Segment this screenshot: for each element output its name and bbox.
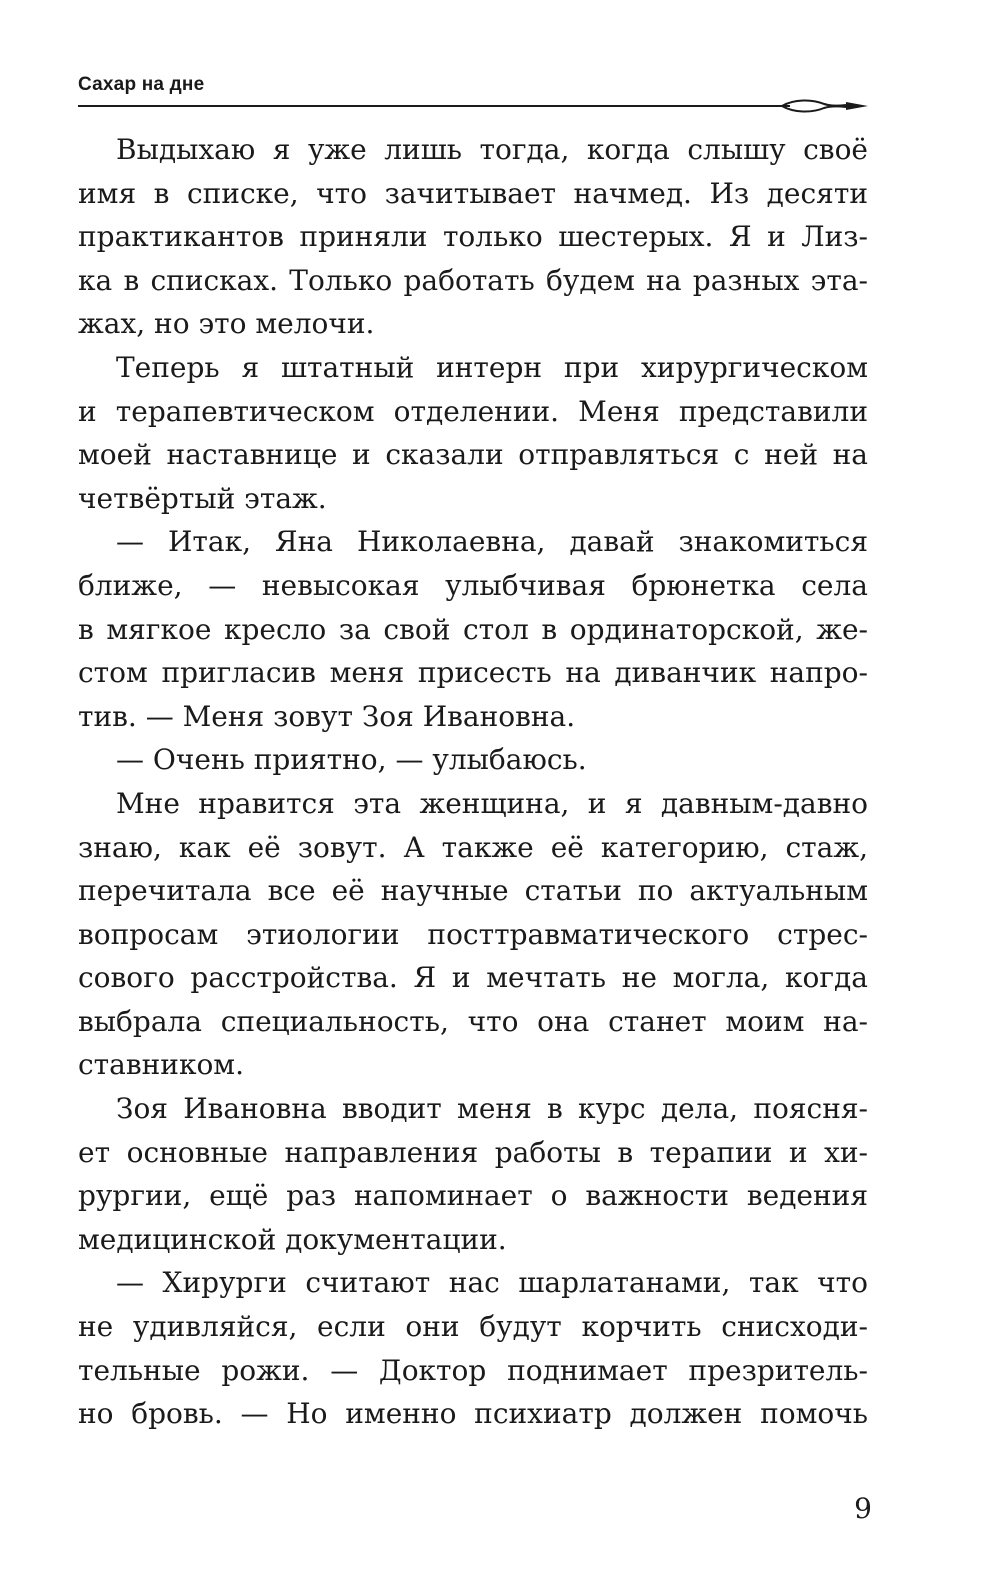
text-line: но бровь. — Но именно психиатр должен помочь: [78, 1397, 868, 1431]
text-line: рургии, ещё раз напоминает о важности ведения: [78, 1179, 868, 1213]
text-line: в мягкое кресло за свой стол в ординаторской, же-: [78, 612, 868, 646]
text-line: выбрала специальность, что она станет моим на-: [78, 1004, 868, 1038]
paragraph: [78, 520, 868, 738]
text-line: — Очень приятно, — улыбаюсь.: [116, 743, 587, 777]
paragraph: [78, 1087, 868, 1261]
text-line: четвёртый этаж.: [78, 481, 327, 515]
paragraph: [78, 782, 868, 1087]
text-line: Зоя Ивановна вводит меня в курс дела, поясня-: [116, 1092, 868, 1126]
text-line: ставником.: [78, 1048, 244, 1082]
text-line: — Итак, Яна Николаевна, давай знакомиться: [116, 525, 868, 559]
text-line: Мне нравится эта женщина, и я давным-давно: [116, 786, 868, 820]
text-line: ближе, — невысокая улыбчивая брюнетка села: [78, 568, 868, 602]
text-line: тив. — Меня зовут Зоя Ивановна.: [78, 699, 576, 733]
text-line: ет основные направления работы в терапии и хи-: [78, 1135, 868, 1169]
paragraph: [78, 738, 868, 782]
page-number: 9: [854, 1492, 872, 1525]
text-line: Теперь я штатный интерн при хирургическом: [116, 350, 868, 384]
text-line: и терапевтическом отделении. Меня представили: [78, 394, 868, 428]
body-text: [78, 128, 868, 1436]
text-line: знаю, как её зовут. А также её категорию, стаж,: [78, 830, 868, 864]
text-line: моей наставнице и сказали отправляться с ней на: [78, 438, 868, 472]
text-line: Выдыхаю я уже лишь тогда, когда слышу своё: [116, 133, 868, 166]
text-line: тельные рожи. — Доктор поднимает презритель-: [78, 1353, 868, 1387]
text-line: стом пригласив меня присесть на диванчик напро-: [78, 656, 868, 690]
paragraph: [78, 128, 868, 346]
paragraph: [78, 1261, 868, 1435]
running-title: Сахар на дне: [78, 74, 205, 95]
text-line: вопросам этиологии посттравматического стрес-: [78, 917, 868, 951]
text-line: ка в списках. Только работать будем на разных эта-: [78, 263, 868, 297]
paragraph: [78, 346, 868, 520]
text-line: перечитала все её научные статьи по актуальным: [78, 874, 868, 908]
text-line: сового расстройства. Я и мечтать не могла, когда: [78, 961, 868, 995]
text-line: имя в списке, что зачитывает начмед. Из десяти: [78, 176, 868, 210]
text-line: жах, но это мелочи.: [78, 307, 375, 341]
header-rule-ornament: [78, 98, 878, 114]
text-line: — Хирурги считают нас шарлатанами, так что: [116, 1266, 868, 1300]
text-line: медицинской документации.: [78, 1222, 507, 1256]
text-line: практикантов приняли только шестерых. Я и Лиз-: [78, 220, 868, 254]
text-line: не удивляйся, если они будут корчить снисходи-: [78, 1310, 868, 1344]
running-header: [78, 70, 878, 110]
